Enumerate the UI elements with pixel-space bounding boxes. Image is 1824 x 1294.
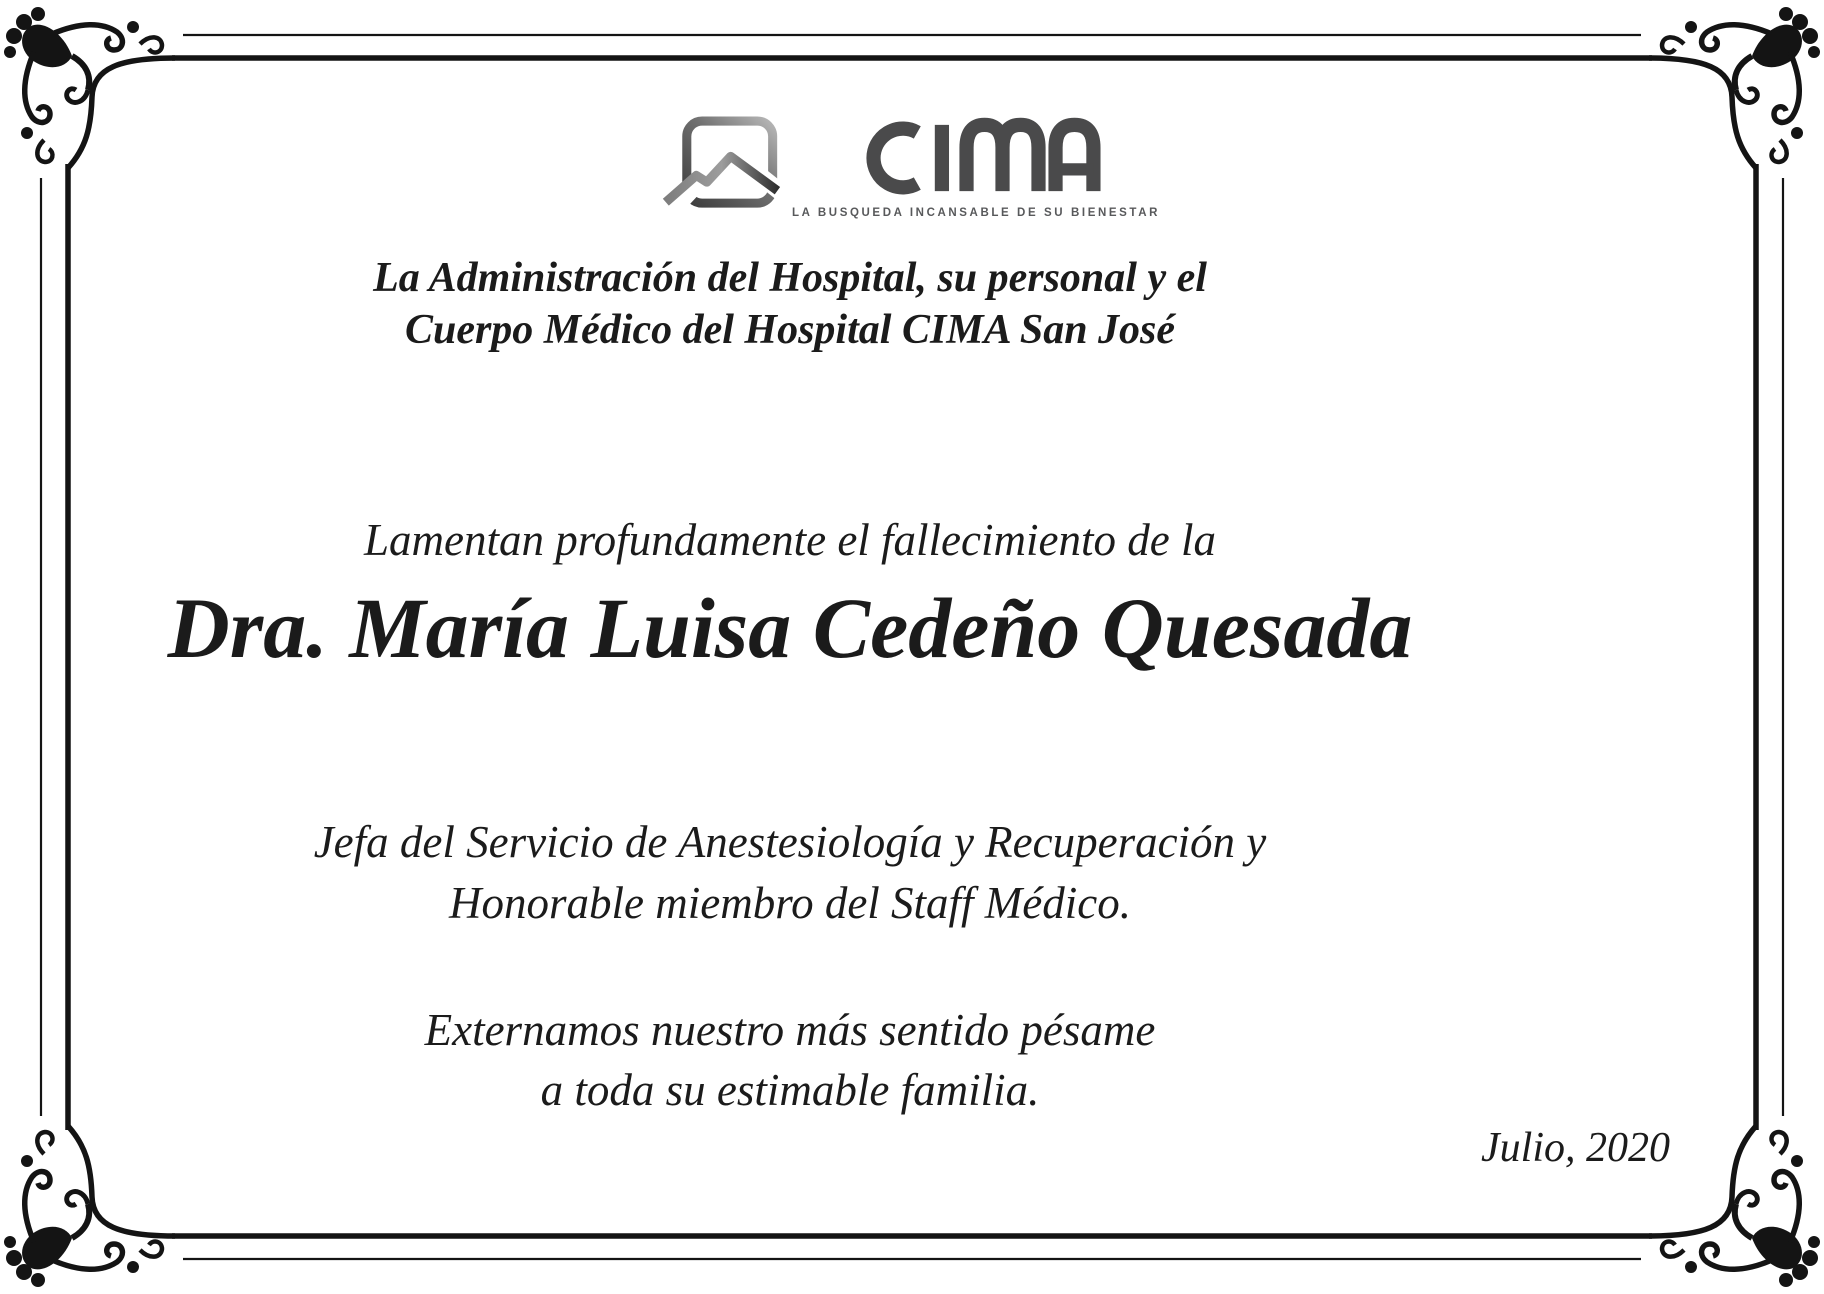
role-line2: Honorable miembro del Staff Médico. — [449, 878, 1131, 928]
deceased-name: Dra. María Luisa Cedeño Quesada — [167, 580, 1413, 676]
condolence-block — [80, 1000, 1500, 1120]
cima-logo — [662, 116, 1160, 219]
mountain-chart-icon — [662, 116, 786, 212]
date-line: Julio, 2020 — [1481, 1125, 1670, 1171]
condolence-line1: Externamos nuestro más sentido pésame — [424, 1005, 1156, 1055]
brand-tagline: LA BUSQUEDA INCANSABLE DE SU BIENESTAR — [792, 207, 1160, 219]
cima-wordmark — [851, 116, 1101, 200]
role-block — [80, 812, 1500, 934]
role-line1: Jefa del Servicio de Anestesiología y Recuperación y — [313, 817, 1267, 867]
header-block — [80, 252, 1500, 356]
lament-line: Lamentan profundamente el fallecimiento de la — [364, 515, 1216, 565]
header-line1: La Administración del Hospital, su personal y el — [373, 255, 1207, 301]
header-line2: Cuerpo Médico del Hospital CIMA San José — [404, 307, 1176, 353]
condolence-line2: a toda su estimable familia. — [540, 1065, 1040, 1115]
